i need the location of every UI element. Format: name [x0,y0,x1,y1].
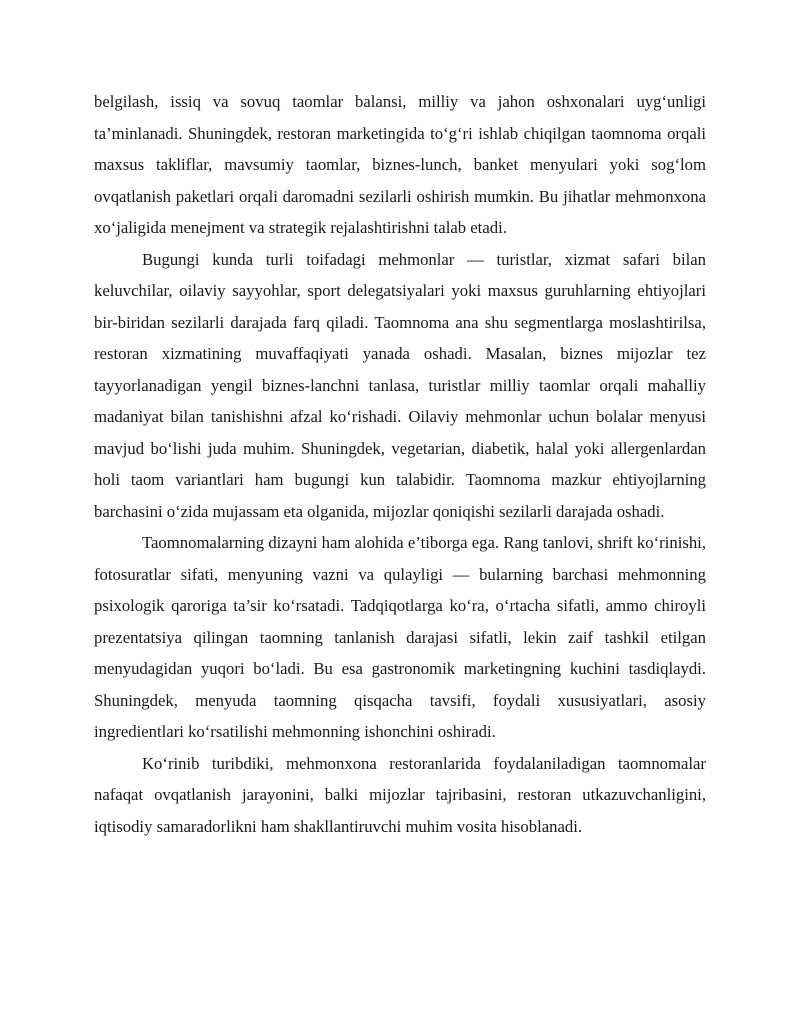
paragraph-conclusion: Ko‘rinib turibdiki, mehmonxona restoranlarida foydalaniladigan taomnomalar nafaqat ovqatlanish jarayonini, balki mijozlar tajribasini, restoran utkazuvchanligini, iqtisodiy samaradorlikni ham shakllantiruvchi muhim vosita hisoblanadi. [94,753,706,836]
paragraph-continuation: belgilash, issiq va sovuq taomlar balansi, milliy va jahon oshxonalari uyg‘unligi ta’minlanadi. Shuningdek, restoran marketingida to‘g‘ri ishlab chiqilgan taomnoma orqali maxsus takliflar, mavsumiy taomlar, biznes-lunch, banket menyulari yoki sog‘lom ovqatlanish paketlari orqali daromadni sezilarli oshirish mumkin. Bu jihatlar mehmonxona xo‘jaligida menejment va strategik rejalashtirishni talab etadi. [94,92,706,237]
paragraph-guest-segments: Bugungi kunda turli toifadagi mehmonlar — turistlar, xizmat safari bilan keluvchilar, oilaviy sayyohlar, sport delegatsiyalari yoki maxsus guruhlarning ehtiyojlari bir-biridan sezilarli darajada farq qiladi. Taomnoma ana shu segmentlarga moslashtirilsa, restoran xizmatining muvaffaqiyati yanada oshadi. Masalan, biznes mijozlar tez tayyorlanadigan yengil biznes-lanchni tanlasa, turistlar milliy taomlar orqali mahalliy madaniyat bilan tanishishni afzal ko‘rishadi. Oilaviy mehmonlar uchun bolalar menyusi mavjud bo‘lishi juda muhim. Shuningdek, vegetarian, diabetik, halal yoki allergenlardan holi taom variantlari ham bugungi kun talabidir. Taomnoma mazkur ehtiyojlarning barchasini o‘zida mujassam eta olganida, mijozlar qoniqishi sezilarli darajada oshadi. [94,249,706,521]
paragraph-menu-design: Taomnomalarning dizayni ham alohida e’tiborga ega. Rang tanlovi, shrift ko‘rinishi, fotosuratlar sifati, menyuning vazni va qulayligi — bularning barchasi mehmonning psixologik qaroriga ta’sir ko‘rsatadi. Tadqiqotlarga ko‘ra, o‘rtacha sifatli, ammo chiroyli prezentatsiya qilingan taomning tanlanish darajasi sifatli, lekin zaif tashkil etilgan menyudagidan yuqori bo‘ladi. Bu esa gastronomik marketingning kuchini tasdiqlaydi. Shuningdek, menyuda taomning qisqacha tavsifi, foydali xususiyatlari, asosiy ingredientlari ko‘rsatilishi mehmonning ishonchini oshiradi. [94,533,706,741]
document-page [94,86,706,842]
